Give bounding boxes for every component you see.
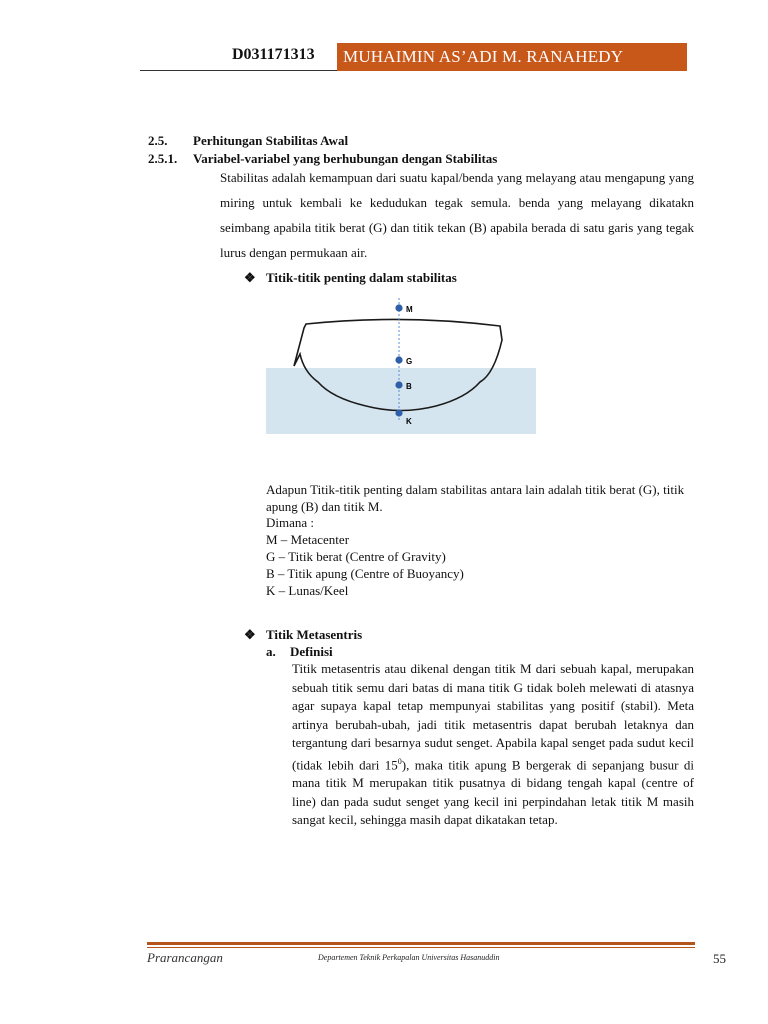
bullet-important-points [244, 270, 457, 286]
bullet-title: Titik Metasentris [266, 627, 363, 642]
definition-item: B – Titik apung (Centre of Buoyancy) [266, 566, 464, 581]
author-name-banner: MUHAIMIN AS’ADI M. RANAHEDY [337, 43, 687, 71]
dimana-label: Dimana : [266, 515, 315, 530]
definition-item: K – Lunas/Keel [266, 583, 349, 598]
subsection-definition [266, 644, 333, 660]
definition-text: ), maka titik apung B bergerak di sepanjang busur di mana titik M merupakan titik pusatnya di bidang tengah kapal (centre of line) dan pada sudut senget yang kecil ini perpindahan letak titik M masih sangat kecil, sehingga masih dapat dikatakan tetap. [292, 756, 694, 828]
section-title: Perhitungan Stabilitas Awal [193, 133, 349, 148]
section-number: 2.5. [148, 133, 168, 148]
metacenter-point [395, 304, 402, 311]
subsection-title: Definisi [290, 644, 333, 659]
bullet-metacentric-point [244, 627, 362, 643]
footer-department: Departemen Teknik Perkapalan Universitas Hasanuddin [318, 953, 500, 962]
label-k: K [406, 417, 412, 426]
buoyancy-point [395, 381, 402, 388]
footer-rule-thick [147, 942, 695, 945]
diamond-bullet-icon: ❖ [244, 270, 256, 285]
subsection-number: 2.5.1. [148, 151, 178, 166]
definition-paragraph [292, 660, 694, 830]
subsection-title: Variabel-variabel yang berhubungan dengan Stabilitas [193, 151, 498, 166]
footer-rule-thin [147, 947, 695, 948]
label-b: B [406, 382, 412, 391]
student-id: D031171313 [232, 46, 315, 63]
subsection-label: a. [266, 644, 276, 659]
ship-stability-diagram [266, 296, 536, 434]
water-area [266, 368, 536, 434]
label-g: G [406, 357, 413, 366]
definition-text: Titik metasentris atau dikenal dengan titik M dari sebuah kapal, merupakan sebuah titik semu dari batas di mana titik G tidak boleh melewati di atasnya agar supaya kapal tetap mempunyai stabilitas yang positif (stabil). Meta artinya berubah-ubah, jadi titik metasentris dapat berubah letaknya dan tergantung dari besarnya sudut senget. Apabila kapal senget pada sudut kecil (tidak lebih dari 15 [292, 661, 694, 772]
page-number: 55 [713, 951, 726, 966]
definition-item: M – Metacenter [266, 532, 350, 547]
points-intro: Adapun Titik-titik penting dalam stabilitas antara lain adalah titik berat (G), titik apung (B) dan titik M. [266, 482, 685, 514]
footer-left-text: Prarancangan [147, 950, 223, 965]
label-m: M [406, 305, 413, 314]
intro-paragraph: Stabilitas adalah kemampuan dari suatu kapal/benda yang melayang atau mengapung yang miring untuk kembali ke kedudukan tegak semula. benda yang melayang dikatakn seimbang apabila titik berat (G) dan titik tekan (B) apabila berada di satu garis yang tegak lurus dengan permukaan air. [220, 170, 694, 260]
keel-point [395, 409, 402, 416]
bullet-title: Titik-titik penting dalam stabilitas [266, 270, 457, 285]
definition-item: G – Titik berat (Centre of Gravity) [266, 549, 446, 564]
header-rule [140, 70, 337, 71]
gravity-point [395, 356, 402, 363]
diamond-bullet-icon: ❖ [244, 627, 256, 642]
degree-superscript: 0 [397, 756, 402, 766]
